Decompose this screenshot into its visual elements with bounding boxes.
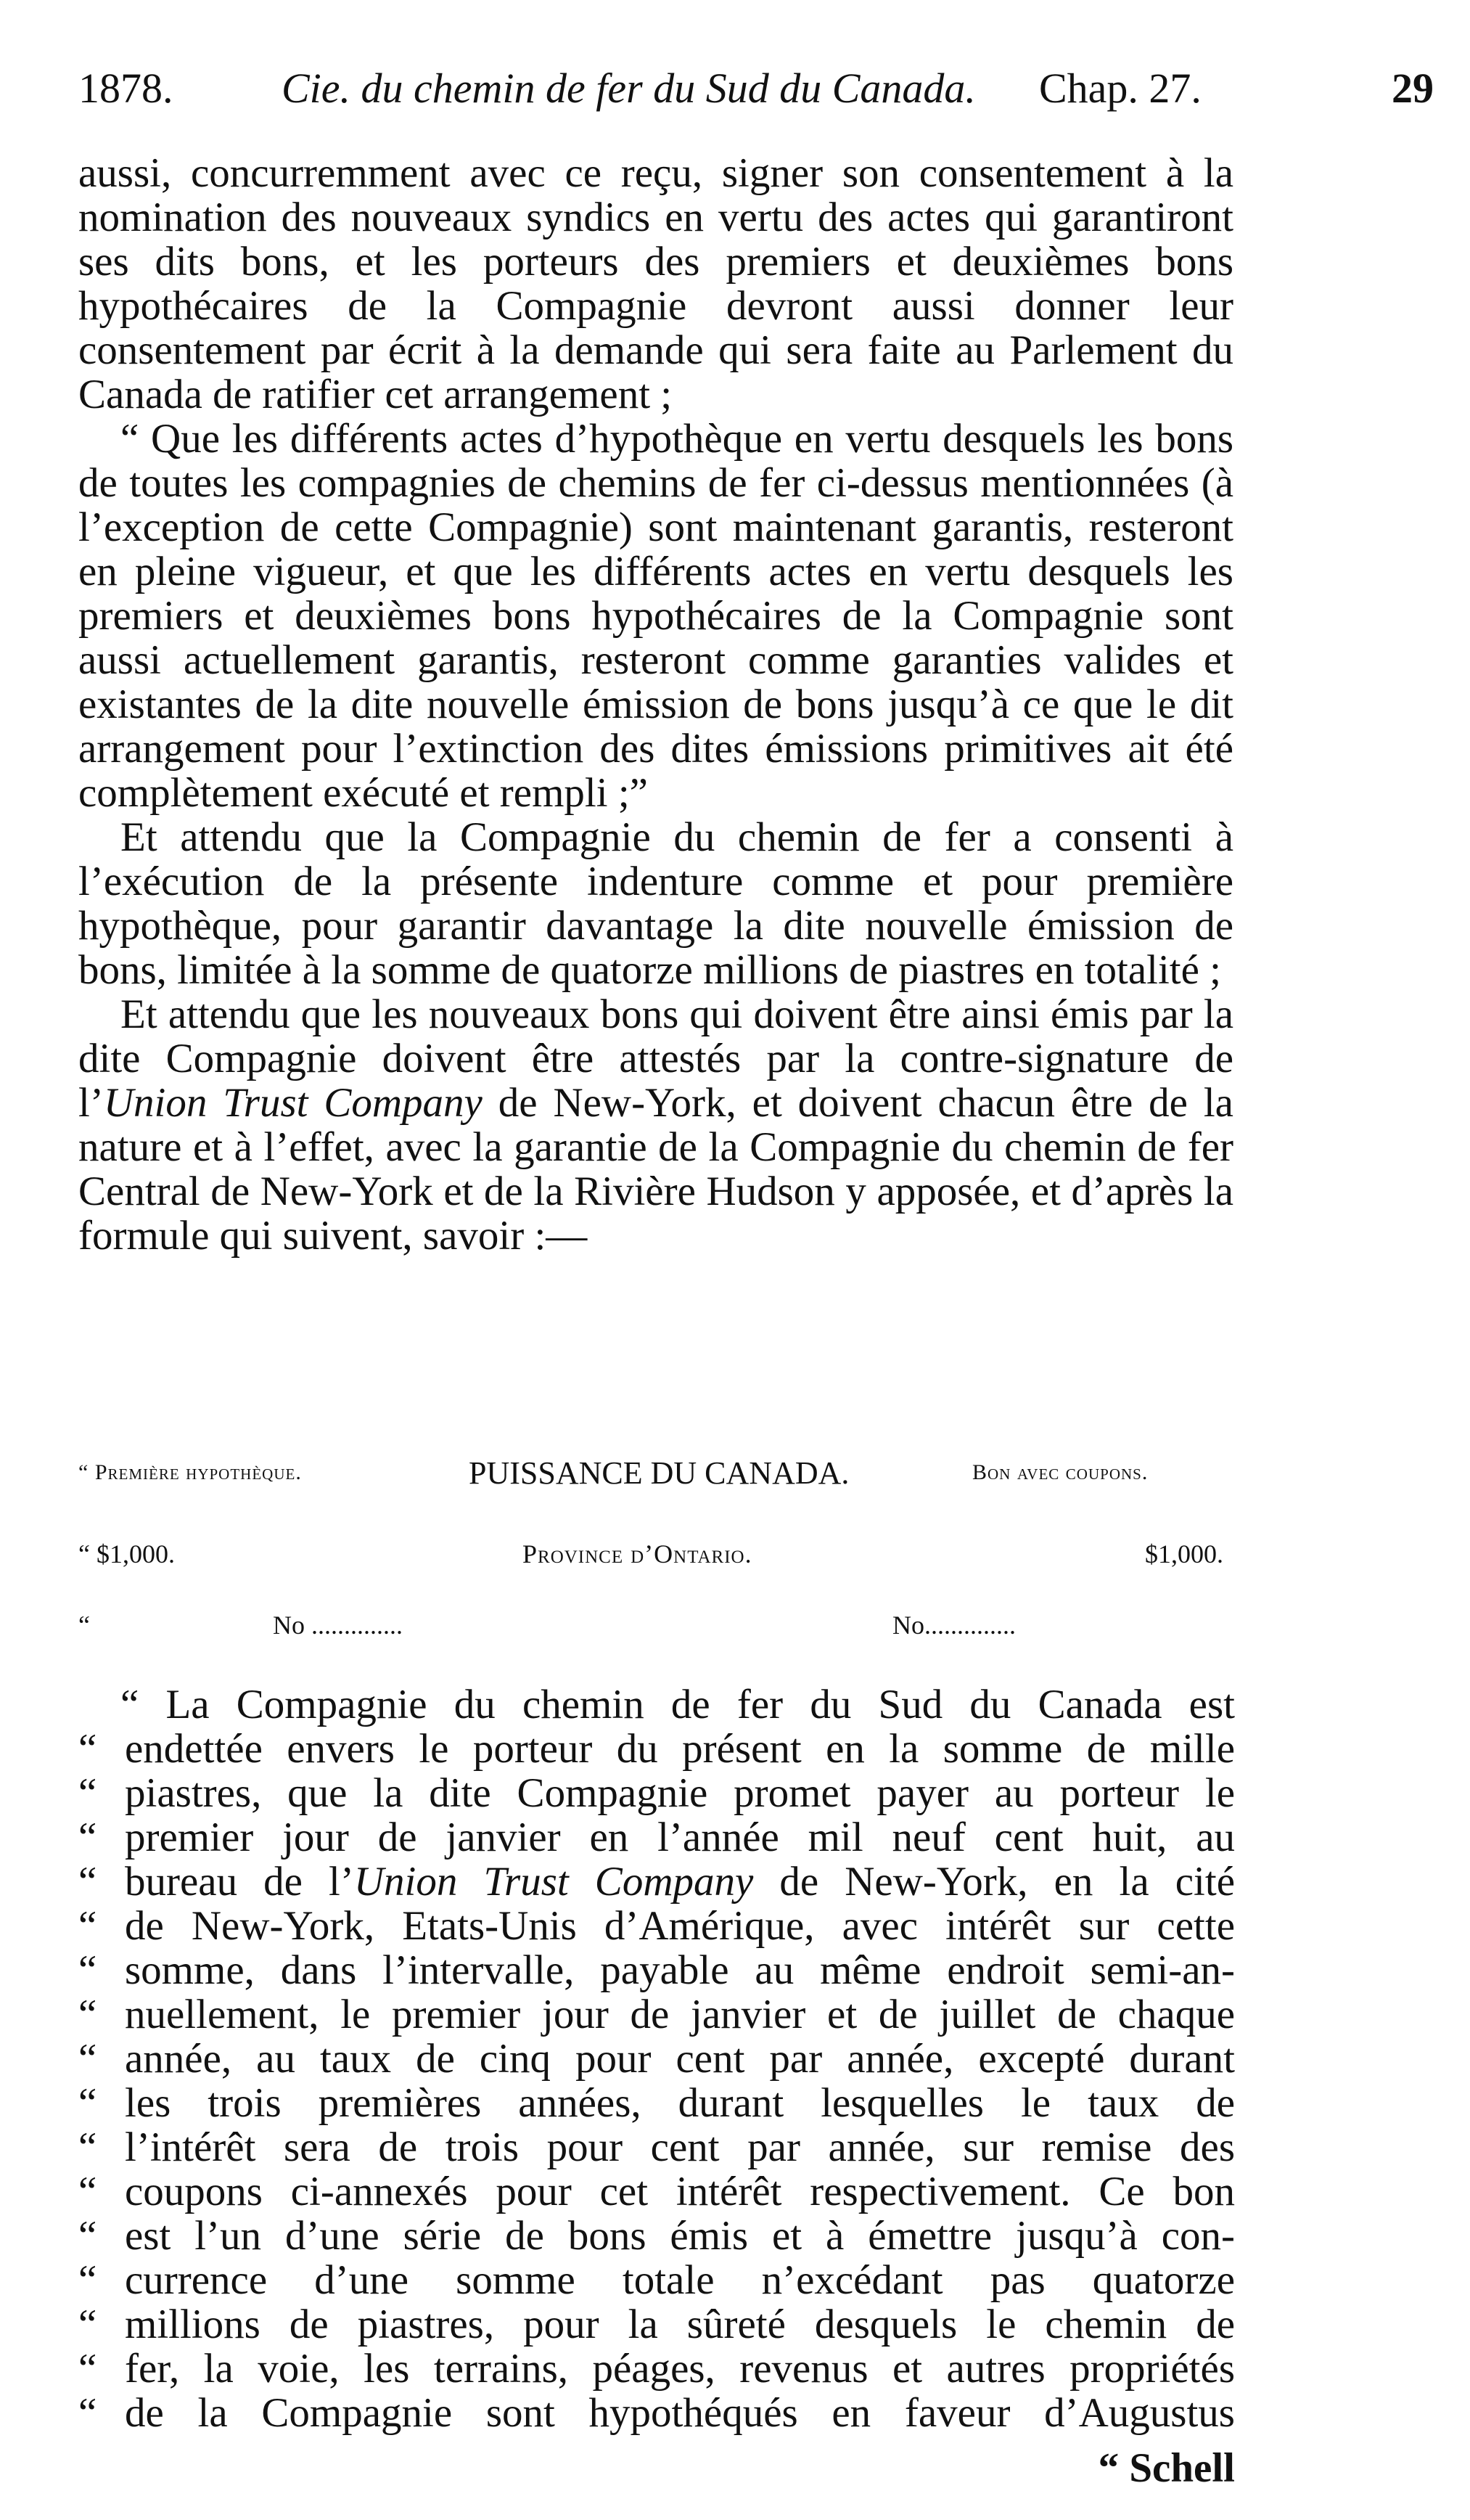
bond-line-1: “ La Compagnie du chemin de fer du Sud du Canada est: [120, 1682, 1235, 1727]
paragraph-1: aussi, concurremment avec ce reçu, signer son consentement à la nomination des nouveaux syndics en vertu des actes qui garantiront ses dits bons, et les porteurs des premiers et deuxièmes bons hypothécaires de la Compagnie devront aussi donner leur consentement par écrit à la demande qui sera faite au Parlement du Canada de ratifier cet arrangement ;: [78, 150, 1233, 417]
paragraph-4: [78, 992, 1233, 1258]
bond-form-line-1: [78, 1455, 1235, 1504]
bond-line-13: “ est l’un d’une série de bons émis et à émettre jusqu’à con-: [78, 2213, 1235, 2259]
bond-line-3: “ piastres, que la dite Compagnie promet payer au porteur le: [78, 1770, 1235, 1816]
bond-line-14: “ currence d’une somme totale n’excédant pas quatorze: [78, 2257, 1235, 2303]
bond-line-6: “ de New-York, Etats-Unis d’Amérique, avec intérêt sur cette: [78, 1903, 1235, 1949]
bond-line-9: “ année, au taux de cinq pour cent par année, excepté durant: [78, 2036, 1235, 2082]
paragraph-3: Et attendu que la Compagnie du chemin de fer a consenti à l’exécution de la présente indenture comme et pour première hypothèque, pour garantir davantage la dite nouvelle émission de bons, limitée à la somme de quatorze millions de piastres en totalité ;: [78, 814, 1233, 993]
bond-line-10: “ les trois premières années, durant lesquelles le taux de: [78, 2080, 1235, 2126]
bond-line-11: “ l’intérêt sera de trois pour cent par année, sur remise des: [78, 2124, 1235, 2170]
bond-form-line-2: [78, 1539, 1235, 1582]
header-title: Cie. du chemin de fer du Sud du Canada.: [282, 65, 976, 112]
bond-line-17: “ de la Compagnie sont hypothéqués en faveur d’Augustus: [78, 2390, 1235, 2436]
bond-text: [78, 1682, 1235, 2435]
form-quote-mark: “: [78, 1611, 90, 1640]
running-header: [0, 64, 1470, 129]
form-bon-coupons: Bon avec coupons.: [972, 1460, 1149, 1484]
bond-line-15: “ millions de piastres, pour la sûreté desquels le chemin de: [78, 2302, 1235, 2347]
catchword: “ Schell: [1098, 2445, 1235, 2491]
form-premiere-hypotheque: “ Première hypothèque.: [78, 1460, 302, 1484]
paragraph-4-start: Et attendu que les nouveaux bons qui doivent être ainsi émis par la dite Compagnie doivent être attestés par la contre-signature de l’: [78, 991, 1233, 1126]
bond-company-italic: Union Trust Company: [353, 1859, 754, 1905]
bond-line-2: “ endettée envers le porteur du présent en la somme de mille: [78, 1726, 1235, 1772]
form-amount-right: $1,000.: [1145, 1539, 1223, 1568]
body-text: [78, 151, 1233, 1258]
bond-line-7: “ somme, dans l’intervalle, payable au même endroit semi-an-: [78, 1947, 1235, 1993]
paragraph-4-company: Union Trust Company: [103, 1080, 483, 1126]
bond-line-5: “ bureau de l’Union Trust Company de New-York, en la cité: [78, 1859, 1235, 1905]
form-province: Province d’Ontario.: [522, 1539, 752, 1568]
form-amount-left: “ $1,000.: [78, 1539, 175, 1568]
bond-form-line-3: [78, 1610, 1235, 1653]
header-year: 1878.: [78, 65, 173, 112]
header-chapter: Chap. 27.: [1039, 65, 1202, 112]
form-number-right: No..............: [892, 1611, 1016, 1640]
paragraph-4-end: de New-York, et doivent chacun être de la nature et à l’effet, avec la garantie de la Compagnie du chemin de fer Central de New-York et de la Rivière Hudson y apposée, et d’après la formule qui suivent, savoir :—: [78, 1080, 1233, 1259]
form-puissance: PUISSANCE DU CANADA.: [469, 1455, 850, 1491]
bond-line-4: “ premier jour de janvier en l’année mil neuf cent huit, au: [78, 1815, 1235, 1860]
form-number-left: No ..............: [273, 1611, 403, 1640]
bond-line-12: “ coupons ci-annexés pour cet intérêt respectivement. Ce bon: [78, 2169, 1235, 2214]
paragraph-2: “ Que les différents actes d’hypothèque en vertu desquels les bons de toutes les compagnies de chemins de fer ci-dessus mentionnées (à l’exception de cette Compagnie) sont maintenant garantis, resteront en pleine vigueur, et que les différents actes en vertu desquels les premiers et deuxièmes bons hypothécaires de la Compagnie sont aussi actuellement garantis, resteront comme garanties valides et existantes de la dite nouvelle émission de bons jusqu’à ce que le dit arrangement pour l’extinction des dites émissions primitives ait été complètement exécuté et rempli ;”: [78, 416, 1233, 816]
page-number: 29: [1392, 65, 1434, 112]
bond-line-16: “ fer, la voie, les terrains, péages, revenus et autres propriétés: [78, 2346, 1235, 2392]
bond-line-8: “ nuellement, le premier jour de janvier et de juillet de chaque: [78, 1992, 1235, 2037]
